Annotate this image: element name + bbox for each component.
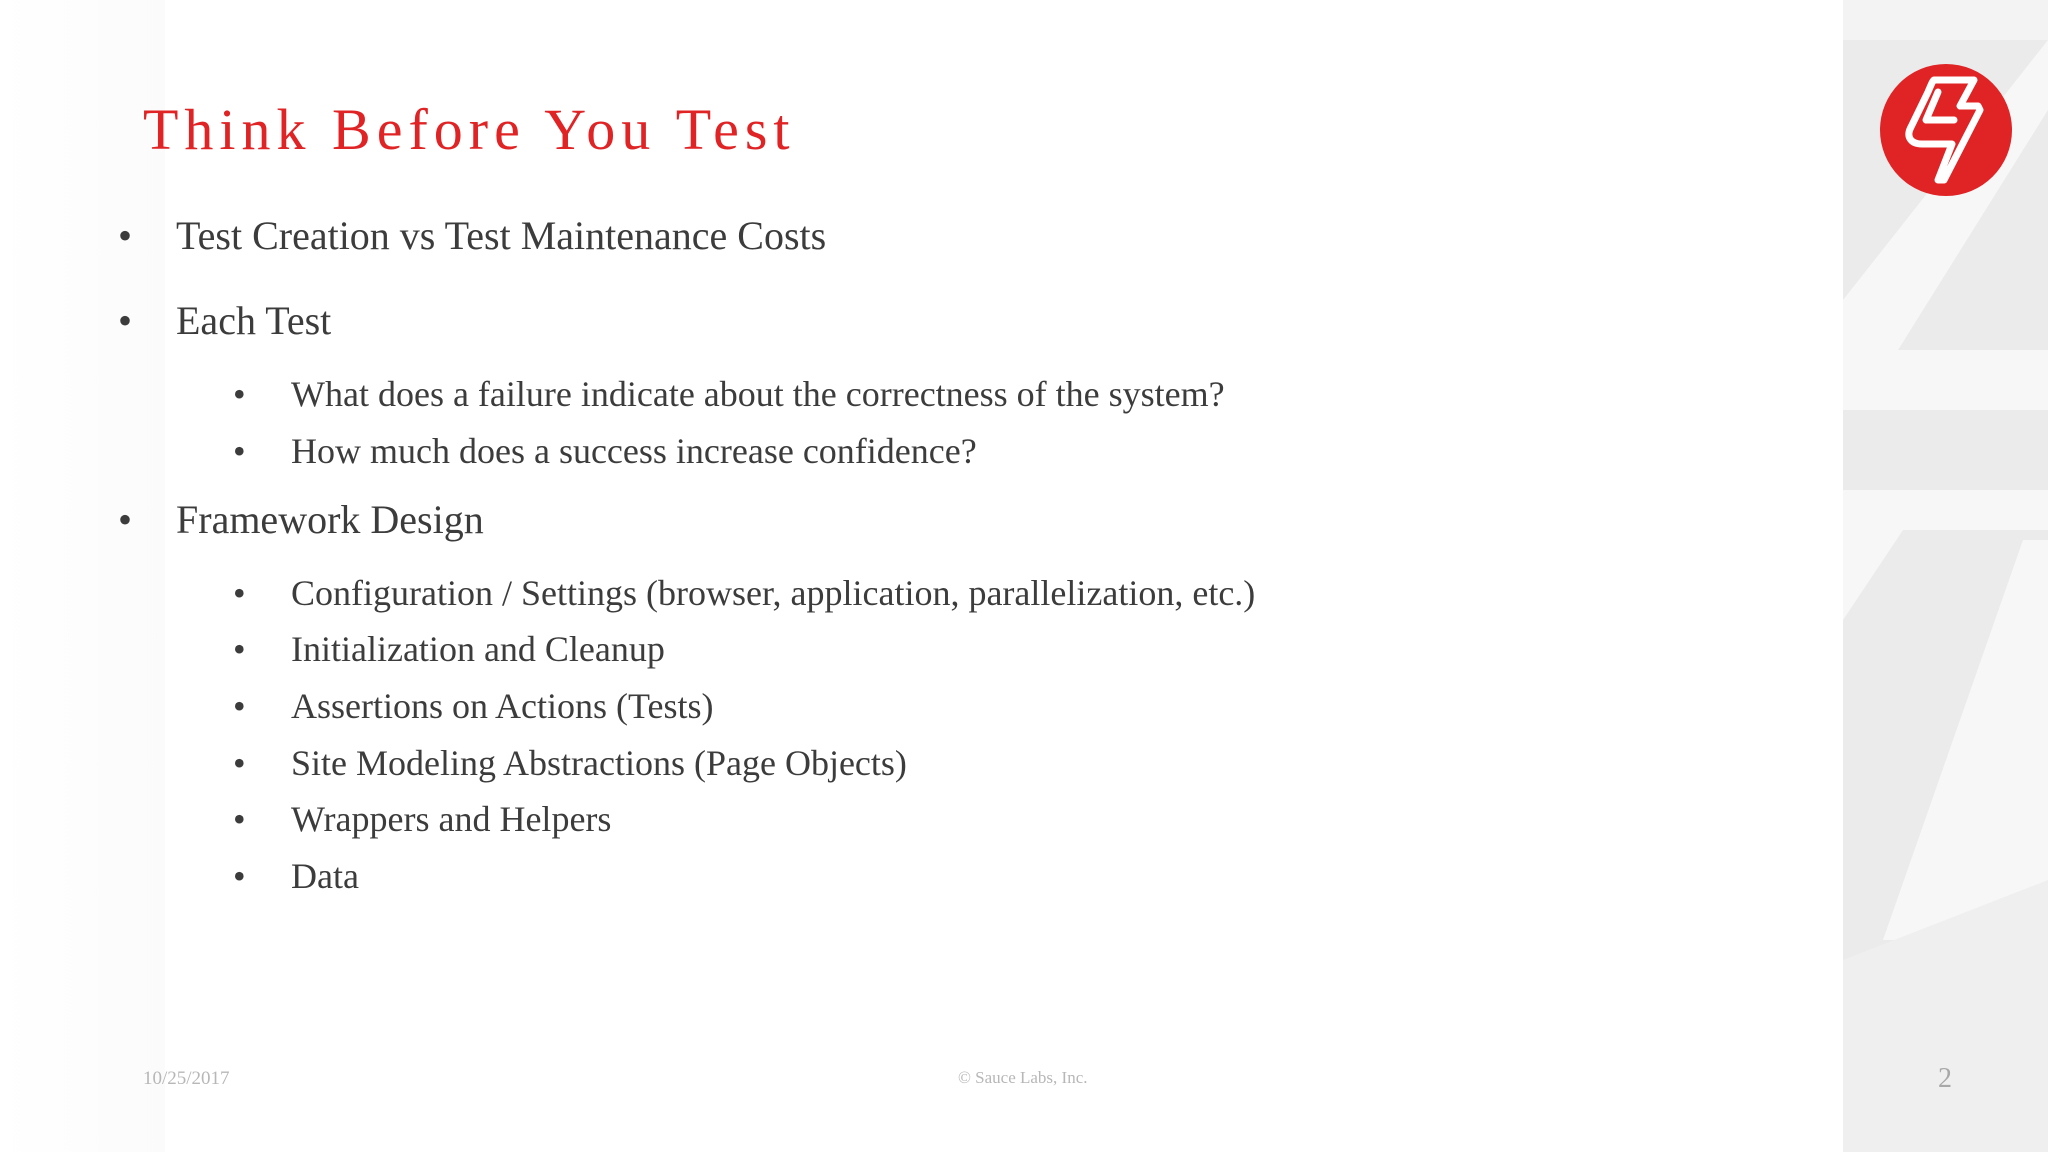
- bullet-text: Each Test: [176, 298, 332, 343]
- sub-bullet-text: Wrappers and Helpers: [291, 799, 612, 839]
- page-number: 2: [1938, 1063, 1952, 1094]
- bullet-dot: •: [233, 431, 246, 471]
- footer-copyright: © Sauce Labs, Inc.: [958, 1068, 1088, 1087]
- bullet-dot: •: [233, 686, 246, 726]
- bullet-text: Test Creation vs Test Maintenance Costs: [176, 213, 827, 258]
- sub-bullet-text: Assertions on Actions (Tests): [291, 686, 714, 726]
- sauce-labs-bolt-logo-icon: [1878, 62, 2014, 198]
- bullet-dot: •: [118, 298, 133, 343]
- bullet-dot: •: [233, 573, 246, 613]
- bullet-text: Framework Design: [176, 497, 484, 542]
- sub-bullet-text: Initialization and Cleanup: [291, 629, 665, 669]
- bullet-dot: •: [233, 856, 246, 896]
- sub-bullet-text: Configuration / Settings (browser, application, parallelization, etc.): [291, 573, 1256, 613]
- bullet-dot: •: [233, 743, 246, 783]
- sub-bullet-text: Data: [291, 856, 359, 896]
- bullet-dot: •: [233, 374, 246, 414]
- sub-bullet-text: What does a failure indicate about the correctness of the system?: [291, 374, 1225, 414]
- footer-date: 10/25/2017: [143, 1068, 230, 1089]
- sub-bullet-text: Site Modeling Abstractions (Page Objects): [291, 743, 907, 783]
- bullet-dot: •: [118, 213, 133, 258]
- bullet-dot: •: [233, 799, 246, 839]
- slide-title: Think Before You Test: [143, 97, 796, 162]
- bullet-dot: •: [233, 629, 246, 669]
- sub-bullet-text: How much does a success increase confidence?: [291, 431, 977, 471]
- left-edge-shade: [0, 0, 165, 1152]
- bullet-dot: •: [118, 497, 133, 542]
